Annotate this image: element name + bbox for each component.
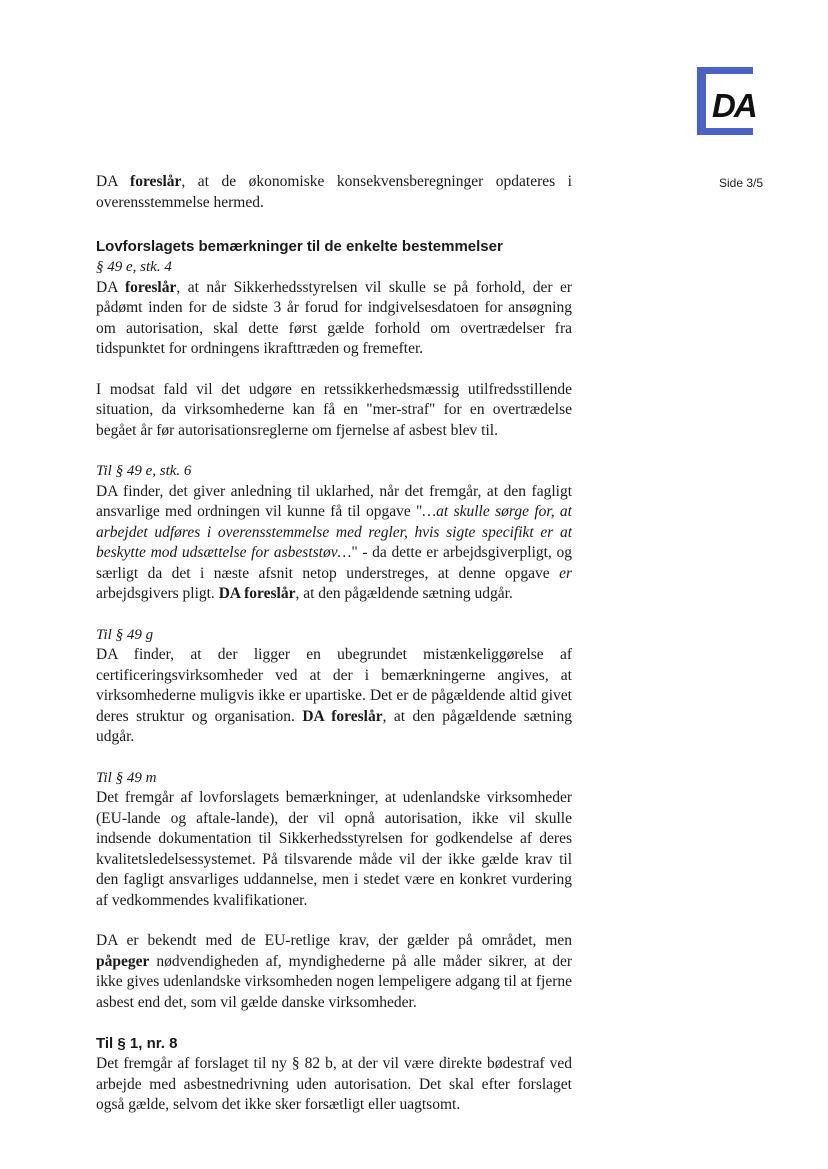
subheading-49g: Til § 49 g (96, 626, 154, 643)
quoted-text: …at skulle sørge for, at arbejdet udføres i overensstemmelse med regler, hvis sigte specifikt er at beskytte mod udsættelse for asbeststøv… (96, 503, 572, 561)
subheading-49e-stk6: Til § 49 e, stk. 6 (96, 463, 192, 479)
bold-foreslaar: foreslår (130, 173, 182, 190)
da-logo (697, 67, 761, 137)
paragraph-49g: DA finder, at der ligger en ubegrundet mistænkeliggørelse af certificeringsvirksomheder ved at der i bemærkningerne angives, at virksomhederne muligvis ikke er upartiske. Det er de pågældende altid givet deres struktur og organisation. DA foreslår, at den pågældende sætning udgår. (96, 646, 572, 745)
subheading-49m: Til § 49 m (96, 769, 157, 786)
paragraph-intro: DA foreslår, at de økonomiske konsekvensberegninger opdateres i overensstemmelse hermed. (96, 173, 572, 211)
paragraph-49m-eu: DA er bekendt med de EU-retlige krav, der gælder på området, men påpeger nødvendigheden af, myndighederne på alle måder sikrer, at der ikke gives udenlandske virksomheden nogen lempeligere adgang til at fjerne asbest end det, som vil gælde danske virksomheder. (96, 932, 572, 1011)
paragraph-49e-stk6: DA finder, det giver anledning til uklarhed, når det fremgår, at den fagligt ansvarlige med ordningen vil kunne få til opgave "…at skulle sørge for, at arbejdet udføres i overensstemmelse med regler, hvis sigte specifikt er at beskytte mod udsættelse for asbeststøv…" - da dette er arbejdsgiverpligt, og særligt da det i næste afsnit netop understreges, at denne opgave er arbejdsgivers pligt. DA foreslår, at den pågældende sætning udgår. (96, 482, 572, 602)
subheading-1-nr8: Til § 1, nr. 8 (96, 1035, 178, 1052)
paragraph-49e-stk4: DA foreslår, at når Sikkerhedsstyrelsen vil skulle se på forhold, der er pådømt inden for de sidste 3 år forud for indgivelsesdatoen for ansøgning om autorisation, skal dette først gælde forhold om overtrædelser fra tidspunktet for ordningens ikrafttræden og fremefter. (96, 278, 572, 357)
document-body (96, 172, 572, 1116)
paragraph-49m: Det fremgår af lovforslagets bemærkninger, at udenlandske virksomheder (EU-lande og aftale-lande), der vil opnå autorisation, ikke vil skulle indsende dokumentation til Sikkerhedsstyrelsen for godkendelse af deres kvalitetsledelsessystemet. På tilsvarende måde vil der ikke gælde krav til den fagligt ansvarliges uddannelse, men i stedet være en konkret vurdering af vedkommendes kvalifikationer. (96, 789, 572, 909)
page-number: Side 3/5 (719, 176, 764, 190)
subheading-49e-stk4: § 49 e, stk. 4 (96, 259, 172, 275)
section-heading: Lovforslagets bemærkninger til de enkelte bestemmelser (96, 238, 503, 255)
logo-text: DA (712, 87, 756, 124)
paragraph-49e-stk4-consequence: I modsat fald vil det udgøre en retssikkerhedsmæssig utilfredsstillende situation, da virksomhederne kan få en "mer-straf" for en overtrædelse begået år før autorisationsreglerne om fjernelse af asbest blev til. (96, 380, 572, 439)
paragraph-1-nr8: Det fremgår af forslaget til ny § 82 b, at der vil være direkte bødestraf ved arbejde med asbestnedrivning uden autorisation. Det skal efter forslaget også gælde, selvom det ikke sker forsætligt eller uagtsomt. (96, 1055, 572, 1113)
